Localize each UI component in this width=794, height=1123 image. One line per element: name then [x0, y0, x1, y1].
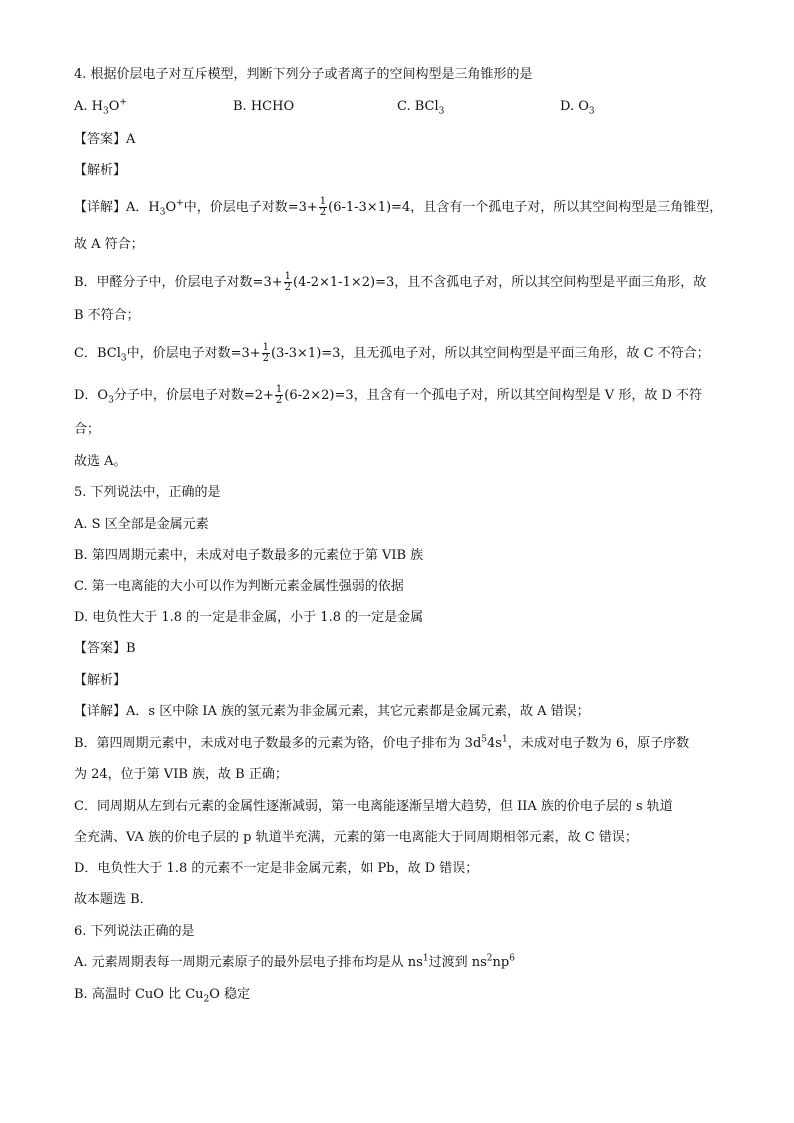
q4-option-d: D. $O_3$ — [560, 99, 595, 117]
q4-stem: 4. 根据价层电子对互斥模型，判断下列分子或者离子的空间构型是三角锥形的是 — [74, 67, 533, 82]
q5-detail-a: 【详解】A．s 区中除 IA 族的氢元素为非金属元素，其它元素都是金属元素，故 A 错误； — [74, 704, 590, 719]
q4-analysis-tag: 【解析】 — [74, 163, 127, 178]
fraction: $\frac{1}{2}$ — [319, 196, 327, 218]
q5-stem: 5. 下列说法中，正确的是 — [74, 485, 221, 500]
q4-option-c: C. BCl$_3$ — [397, 99, 445, 117]
q4-detail-c: C．BCl$_3$中，价层电子对数=3+ $\frac{1}{2}$ (3-3×1)=3，且无孤电子对，所以其空间构型是平面三角形，故 C 不符合； — [74, 342, 710, 364]
q5-answer: 【答案】B — [74, 641, 136, 656]
fraction: $\frac{1}{2}$ — [284, 271, 291, 293]
q4-option-a: A. $H_3O^+$ — [74, 97, 127, 117]
q5-detail-c: C．同周期从左到右元素的金属性逐渐减弱，第一电离能逐渐呈增大趋势，但 IIA 族的价电子层的 s 轨道 — [74, 799, 673, 814]
fraction: $\frac{1}{2}$ — [262, 342, 270, 364]
q5-option-b: B. 第四周期元素中，未成对电子数最多的元素位于第 VIB 族 — [74, 548, 424, 563]
fraction: $\frac{1}{2}$ — [275, 384, 283, 406]
q4-answer: 【答案】A — [74, 132, 136, 147]
q4-detail-b-cont: B 不符合； — [74, 308, 140, 323]
q5-detail-d: D．电负性大于 1.8 的元素不一定是非金属元素，如 Pb，故 D 错误； — [74, 861, 479, 876]
q4-detail-b: B．甲醛分子中，价层电子对数=3+ $\frac{1}{2}$ (4-2×1-1×2)=3，且不含孤电子对，所以其空间构型是平面三角形，故 — [74, 271, 707, 293]
q6-option-b: B. 高温时 CuO 比 $Cu_2O$ 稳定 — [74, 987, 251, 1005]
q5-option-a: A. S 区全部是金属元素 — [74, 517, 209, 532]
q5-detail-c-cont: 全充满、VA 族的价电子层的 p 轨道半充满，元素的第一电离能大于同周期相邻元素，故 C 错误； — [74, 830, 638, 845]
q5-conclusion: 故本题选 B． — [74, 892, 153, 907]
q4-conclusion: 故选 A。 — [74, 454, 127, 469]
q4-detail-a: 【详解】A．$H_3O^+$中，价层电子对数=3+ $\frac{1}{2}$ (6-1-3×1)=4，且含有一个孤电子对，所以其空间构型是三角锥型， — [74, 196, 723, 218]
q6-option-a: A. 元素周期表每一周期元素原子的最外层电子排布均是从 $ns^1$过渡到 $ns^2np^6$ — [74, 953, 515, 970]
q4-option-b: B. HCHO — [233, 99, 295, 114]
q4-detail-a-cont: 故 A 符合； — [74, 237, 144, 252]
q6-stem: 6. 下列说法正确的是 — [74, 924, 195, 939]
q5-detail-b: B．第四周期元素中，未成对电子数最多的元素为铬，价电子排布为 $3d^54s^1$，未成对电子数为 6，原子序数 — [74, 734, 690, 751]
q5-analysis-tag: 【解析】 — [74, 673, 127, 688]
q4-detail-d-cont: 合； — [74, 422, 101, 437]
q4-detail-d: D．$O_3$分子中，价层电子对数=2+ $\frac{1}{2}$ (6-2×2)=3，且含有一个孤电子对，所以其空间构型是 V 形，故 D 不符 — [74, 384, 703, 406]
q5-option-d: D. 电负性大于 1.8 的一定是非金属，小于 1.8 的一定是金属 — [74, 610, 424, 625]
q5-option-c: C. 第一电离能的大小可以作为判断元素金属性强弱的依据 — [74, 579, 404, 594]
q5-detail-b-cont: 为 24，位于第 VIB 族，故 B 正确； — [74, 767, 288, 782]
